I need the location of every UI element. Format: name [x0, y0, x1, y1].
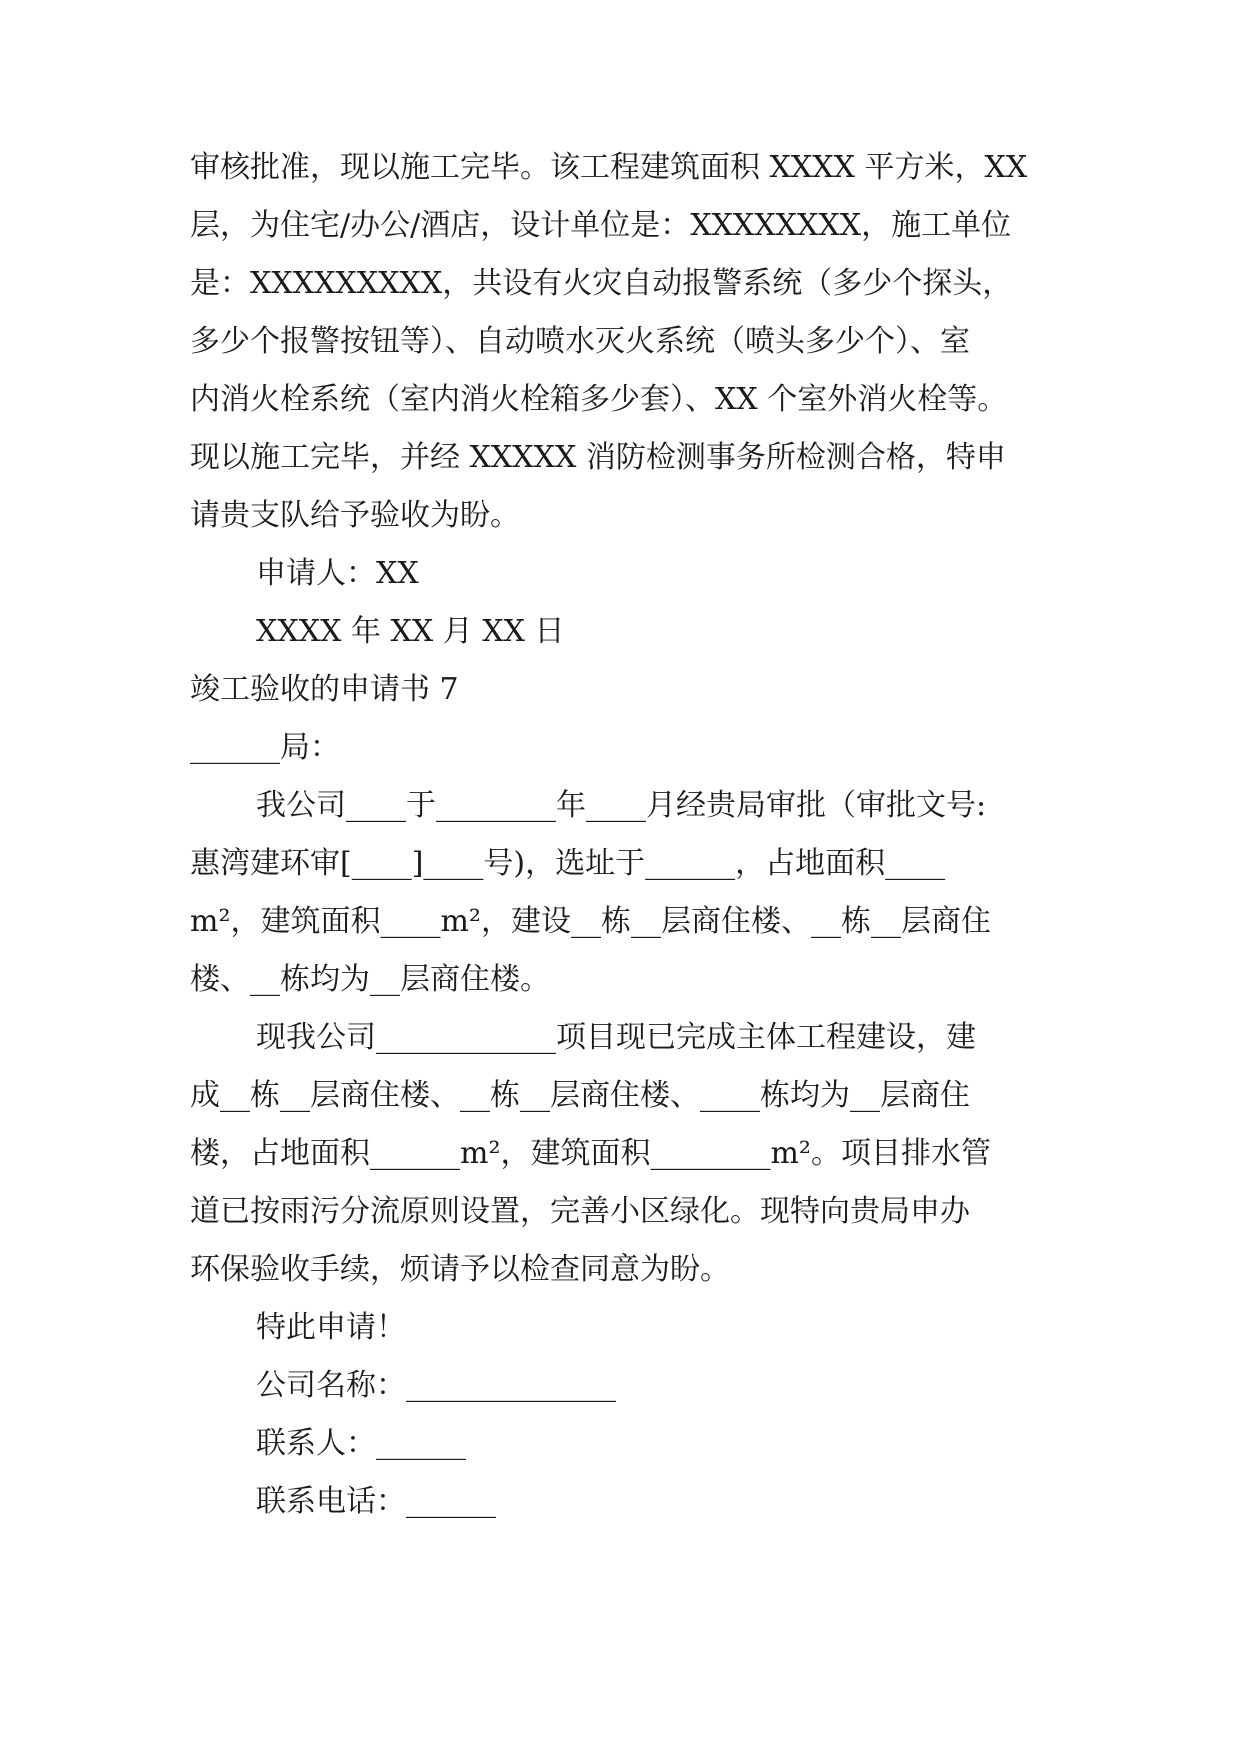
body-line-2: 层，为住宅/办公/酒店，设计单位是：XXXXXXXX，施工单位 [190, 208, 1012, 243]
body-line-15: 楼、__栋均为__层商住楼。 [190, 962, 550, 997]
contact-phone-line: 联系电话：______ [256, 1484, 496, 1519]
closing-line: 特此申请！ [256, 1310, 406, 1345]
body-line-7: 请贵支队给予验收为盼。 [190, 498, 520, 533]
body-line-6: 现以施工完毕，并经 XXXXX 消防检测事务所检测合格，特申 [190, 440, 1006, 475]
body-line-13: 惠湾建环审[____]____号)，选址于______，占地面积____ [190, 846, 946, 881]
body-line-20: 环保验收手续，烦请予以检查同意为盼。 [190, 1252, 730, 1287]
body-line-4: 多少个报警按钮等）、自动喷水灭火系统（喷头多少个）、室 [190, 324, 970, 359]
contact-person-line: 联系人：______ [256, 1426, 466, 1461]
body-line-14: m²，建筑面积____m²，建设__栋__层商住楼、__栋__层商住 [190, 904, 991, 939]
body-line-19: 道已按雨污分流原则设置，完善小区绿化。现特向贵局申办 [190, 1194, 970, 1229]
date-line: XXXX 年 XX 月 XX 日 [256, 614, 565, 649]
company-name-line: 公司名称：______________ [256, 1368, 616, 1403]
body-line-18: 楼，占地面积______m²，建筑面积________m²。项目排水管 [190, 1136, 991, 1171]
body-line-3: 是：XXXXXXXXX，共设有火灾自动报警系统（多少个探头， [190, 266, 1013, 301]
body-line-12: 我公司____于________年____月经贵局审批（审批文号: [256, 788, 987, 823]
body-line-16: 现我公司____________项目现已完成主体工程建设，建 [256, 1020, 976, 1055]
body-line-1: 审核批准，现以施工完毕。该工程建筑面积 XXXX 平方米，XX [190, 150, 1028, 185]
body-line-17: 成__栋__层商住楼、__栋__层商住楼、____栋均为__层商住 [190, 1078, 970, 1113]
addressee-line: ______局： [190, 730, 340, 765]
body-line-5: 内消火栓系统（室内消火栓箱多少套）、XX 个室外消火栓等。 [190, 382, 1008, 417]
section-title: 竣工验收的申请书 7 [190, 672, 459, 707]
applicant-line: 申请人：XX [256, 556, 419, 591]
